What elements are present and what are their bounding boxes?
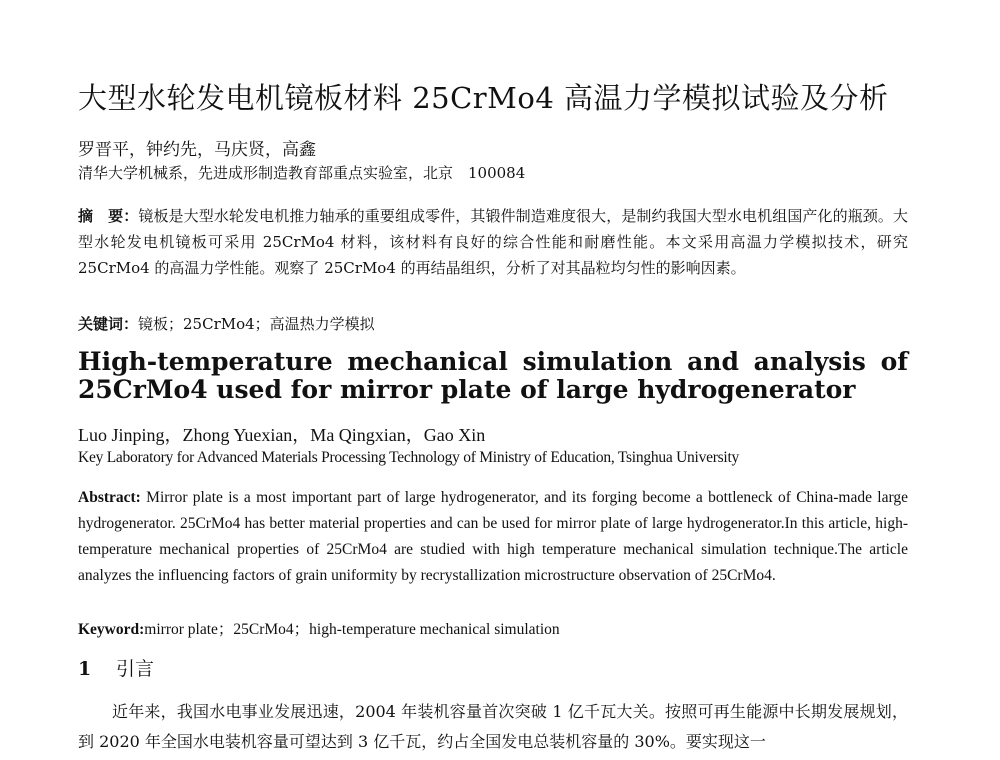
english-abstract-label: Abstract:: [78, 489, 141, 506]
chinese-abstract: [78, 203, 908, 281]
section-number: 1: [78, 658, 92, 680]
chinese-keywords: [78, 313, 375, 334]
section-title: 引言: [116, 658, 155, 680]
english-abstract: [78, 485, 908, 589]
english-affiliation: Key Laboratory for Advanced Materials Processing Technology of Ministry of Education, Tsinghua University: [78, 449, 740, 466]
chinese-authors: 罗晋平，钟约先，马庆贤，高鑫: [78, 140, 316, 160]
chinese-abstract-text: 镜板是大型水轮发电机推力轴承的重要组成零件，其锻件制造难度很大，是制约我国大型水电机组国产化的瓶颈。大型水轮发电机镜板可采用 25CrMo4 材料，该材料有良好的综合性能和耐磨性能。本文采用高温力学模拟技术，研究 25CrMo4 的高温力学性能。观察了 25CrMo4 的再结晶组织，分析了对其晶粒均匀性的影响因素。: [78, 207, 908, 277]
chinese-keywords-label: 关键词：: [78, 315, 139, 333]
section-heading: [78, 654, 154, 681]
english-authors: Luo Jinping，Zhong Yuexian，Ma Qingxian，Gao Xin: [78, 425, 486, 445]
chinese-abstract-label: 摘 要：: [78, 207, 139, 225]
english-keywords-label: Keyword:: [78, 621, 145, 638]
english-keywords-text: mirror plate；25CrMo4；high-temperature mechanical simulation: [144, 621, 560, 638]
english-abstract-text: Mirror plate is a most important part of large hydrogenerator, and its forging become a bottleneck of China-made large hydrogenerator. 25CrMo4 has better material properties and can be used for mirror plate of large hydrogenerator.In this article, high-temperature mechanical properties of 25CrMo4 are studied with high temperature mechanical simulation technique.The article analyzes the influencing factors of grain uniformity by recrystallization microstructure observation of 25CrMo4.: [78, 489, 908, 584]
intro-paragraph: 近年来，我国水电事业发展迅速，2004 年装机容量首次突破 1 亿千瓦大关。按照可再生能源中长期发展规划，到 2020 年全国水电装机容量可望达到 3 亿千瓦，约占全国发电总装机容量的 30%。要实现这一: [78, 702, 908, 751]
english-title: High-temperature mechanical simulation and analysis of 25CrMo4 used for mirror plate of large hydrogenerator: [78, 347, 908, 404]
chinese-title: 大型水轮发电机镜板材料 25CrMo4 高温力学模拟试验及分析: [78, 81, 889, 115]
chinese-affiliation: 清华大学机械系，先进成形制造教育部重点实验室，北京 100084: [78, 164, 526, 182]
english-keywords: [78, 617, 560, 639]
chinese-keywords-text: 镜板；25CrMo4；高温热力学模拟: [138, 315, 375, 333]
